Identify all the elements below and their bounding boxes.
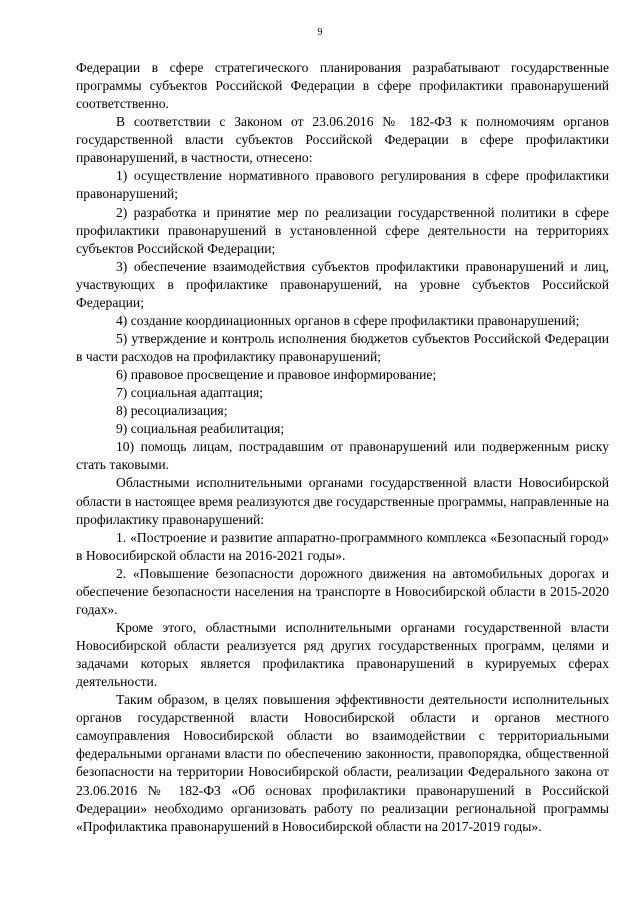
page-number: 9 (317, 27, 323, 38)
list-item-5: 5) утверждение и контроль исполнения бюджетов субъектов Российской Федерации в части расходов на профилактику правонарушений; (76, 330, 609, 364)
paragraph-law-powers: В соответствии с Законом от 23.06.2016 № 182-ФЗ к полномочиям органов государственной власти субъектов Российской Федерации в сфере профилактики правонарушений, в частности, отнесено: (76, 114, 609, 166)
program-item-2: 2. «Повышение безопасности дорожного движения на автомобильных дорогах и обеспечение безопасности населения на транспорте в Новосибирской области в 2015-2020 годах». (76, 565, 609, 617)
list-item-3: 3) обеспечение взаимодействия субъектов профилактики правонарушений и лиц, участвующих в профилактике правонарушений, на уровне субъектов Российской Федерации; (76, 258, 609, 310)
list-item-4: 4) создание координационных органов в сфере профилактики правонарушений; (116, 312, 580, 328)
paragraph-continuation: Федерации в сфере стратегического планирования разрабатывают государственные программы субъектов Российской Федерации в сфере профилактики правонарушений соответственно. (76, 60, 609, 112)
document-body (76, 59, 609, 836)
list-item-1: 1) осуществление нормативного правового регулирования в сфере профилактики правонарушений; (76, 168, 609, 202)
list-item-9: 9) социальная реабилитация; (116, 421, 285, 437)
list-item-7: 7) социальная адаптация; (116, 385, 263, 401)
program-item-1: 1. «Построение и развитие аппаратно-программного комплекса «Безопасный город» в Новосибирской области на 2016-2021 годы». (76, 529, 609, 563)
list-item-6: 6) правовое просвещение и правовое информирование; (116, 367, 437, 383)
list-item-2: 2) разработка и принятие мер по реализации государственной политики в сфере профилактики правонарушений в установленной сфере деятельности на территориях субъектов Российской Федерации; (76, 204, 609, 256)
list-item-10: 10) помощь лицам, пострадавшим от правонарушений или подверженным риску стать таковыми. (76, 439, 609, 473)
paragraph-regional-programs: Областными исполнительными органами государственной власти Новосибирской области в настоящее время реализуются две государственные программы, направленные на профилактику правонарушений: (76, 475, 609, 527)
paragraph-other-programs: Кроме этого, областными исполнительными органами государственной власти Новосибирской области реализуется ряд других государственных программ, целями и задачами которых является профилактика правонарушений в курируемых сферах деятельности. (76, 619, 609, 690)
paragraph-conclusion: Таким образом, в целях повышения эффективности деятельности исполнительных органов государственной власти Новосибирской области и органов местного самоуправления Новосибирской области во взаимодействии с территориальными федеральными органами власти по обеспечению законности, правопорядка, общественной безопасности на территории Новосибирской области, реализации Федерального закона от 23.06.2016 № 182-ФЗ «Об основах профилактики правонарушений в Российской Федерации» необходимо организовать работу по реализации региональной программы «Профилактика правонарушений в Новосибирской области на 2017-2019 годы». (76, 692, 609, 834)
list-item-8: 8) ресоциализация; (116, 403, 228, 419)
